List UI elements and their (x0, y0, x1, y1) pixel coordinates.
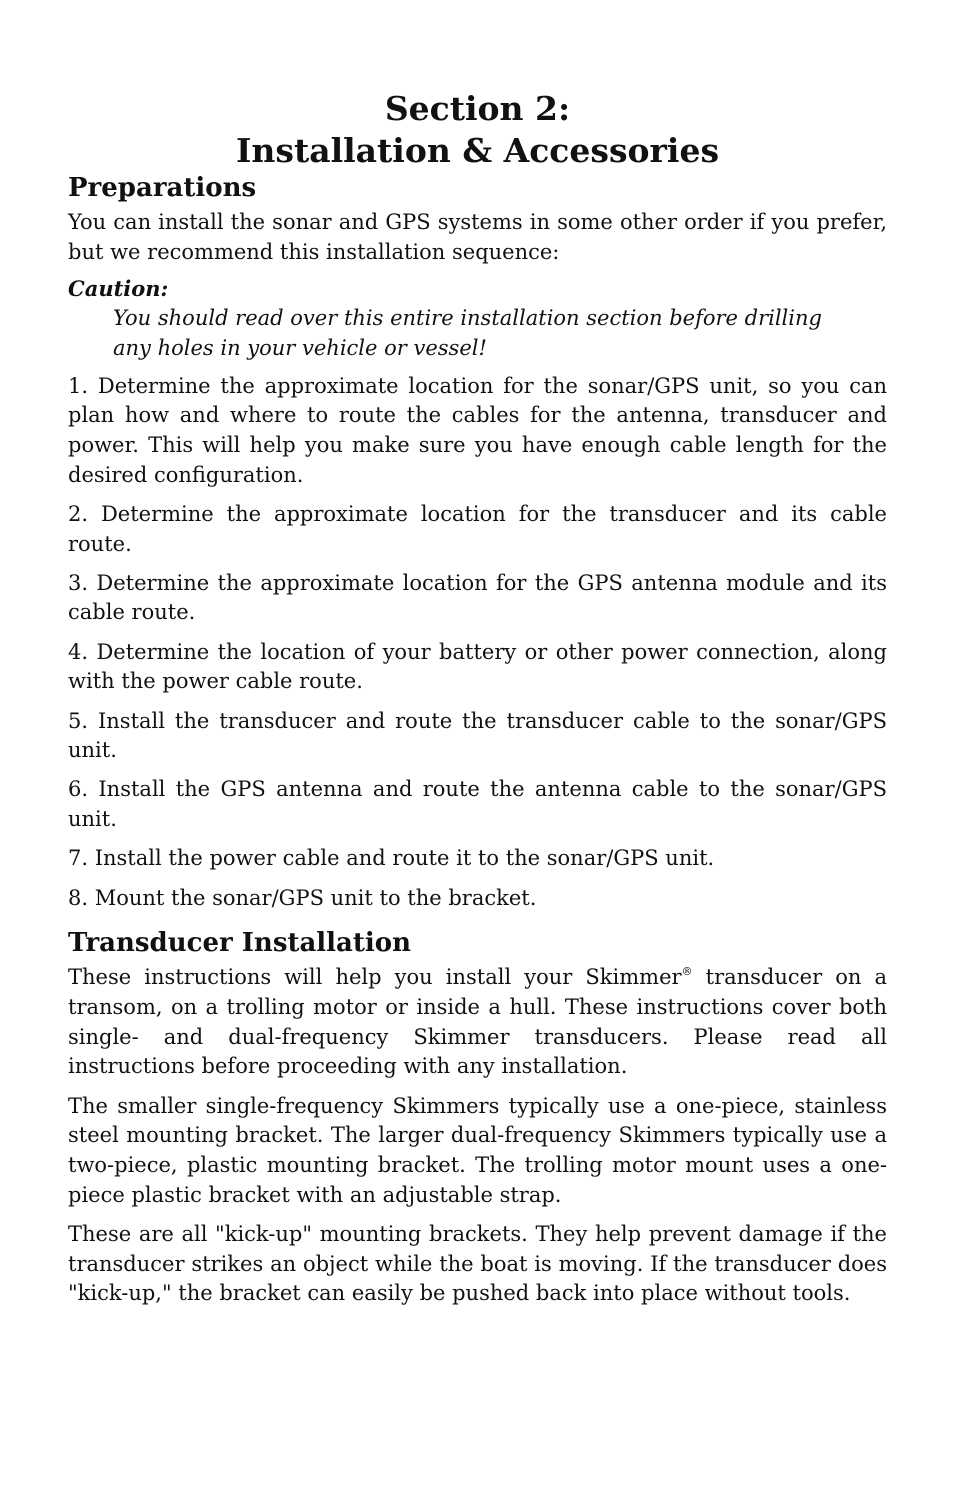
section-title (68, 88, 887, 172)
section-number: Section 2: (384, 89, 571, 128)
transducer-para-1 (68, 963, 887, 1082)
transducer-para-2: The smaller single-frequency Skimmers typically use a one-piece, stainless steel mounting bracket. The larger dual-frequency Skimmers typically use a two-piece, plastic mounting bracket. The trolling motor mount uses a one-piece plastic bracket with an adjustable strap. (68, 1093, 887, 1207)
registered-mark: ® (681, 965, 693, 979)
transducer-para-1-start: These instructions will help you install your Skimmer (68, 965, 682, 990)
caution-label: Caution: (68, 276, 169, 302)
step-8: 8. Mount the sonar/GPS unit to the bracket. (68, 885, 537, 910)
preparations-intro: You can install the sonar and GPS systems in some other order if you prefer, but we recommend this installation sequence: (68, 210, 887, 264)
step-2: 2. Determine the approximate location for the transducer and its cable route. (68, 501, 887, 556)
caution-text: You should read over this entire installation section before drilling any holes in your vehicle or vessel! (113, 306, 822, 360)
transducer-para-1-end: transducer on a transom, on a trolling motor or inside a hull. These instructions cover both single- and dual-frequency Skimmer transducers. Please read all instructions before proceeding with any installation. (68, 965, 887, 1079)
transducer-para-3: These are all "kick-up" mounting brackets. They help prevent damage if the transducer strikes an object while the boat is moving. If the transducer does "kick-up," the bracket can easily be pushed back into place without tools. (68, 1221, 887, 1306)
preparations-heading: Preparations (68, 173, 257, 203)
step-6: 6. Install the GPS antenna and route the antenna cable to the sonar/GPS unit. (68, 777, 887, 832)
step-7: 7. Install the power cable and route it to the sonar/GPS unit. (68, 846, 715, 871)
step-3: 3. Determine the approximate location for the GPS antenna module and its cable route. (68, 570, 887, 625)
step-5: 5. Install the transducer and route the transducer cable to the sonar/GPS unit. (68, 708, 887, 763)
manual-page (68, 88, 887, 1309)
step-1: 1. Determine the approximate location for the sonar/GPS unit, so you can plan how and where to route the cables for the antenna, transducer and power. This will help you make sure you have enough cable length for the desired configuration. (68, 373, 887, 487)
step-4: 4. Determine the location of your battery or other power connection, along with the power cable route. (68, 639, 887, 694)
section-name: Installation & Accessories (235, 131, 720, 170)
transducer-heading: Transducer Installation (68, 928, 412, 959)
